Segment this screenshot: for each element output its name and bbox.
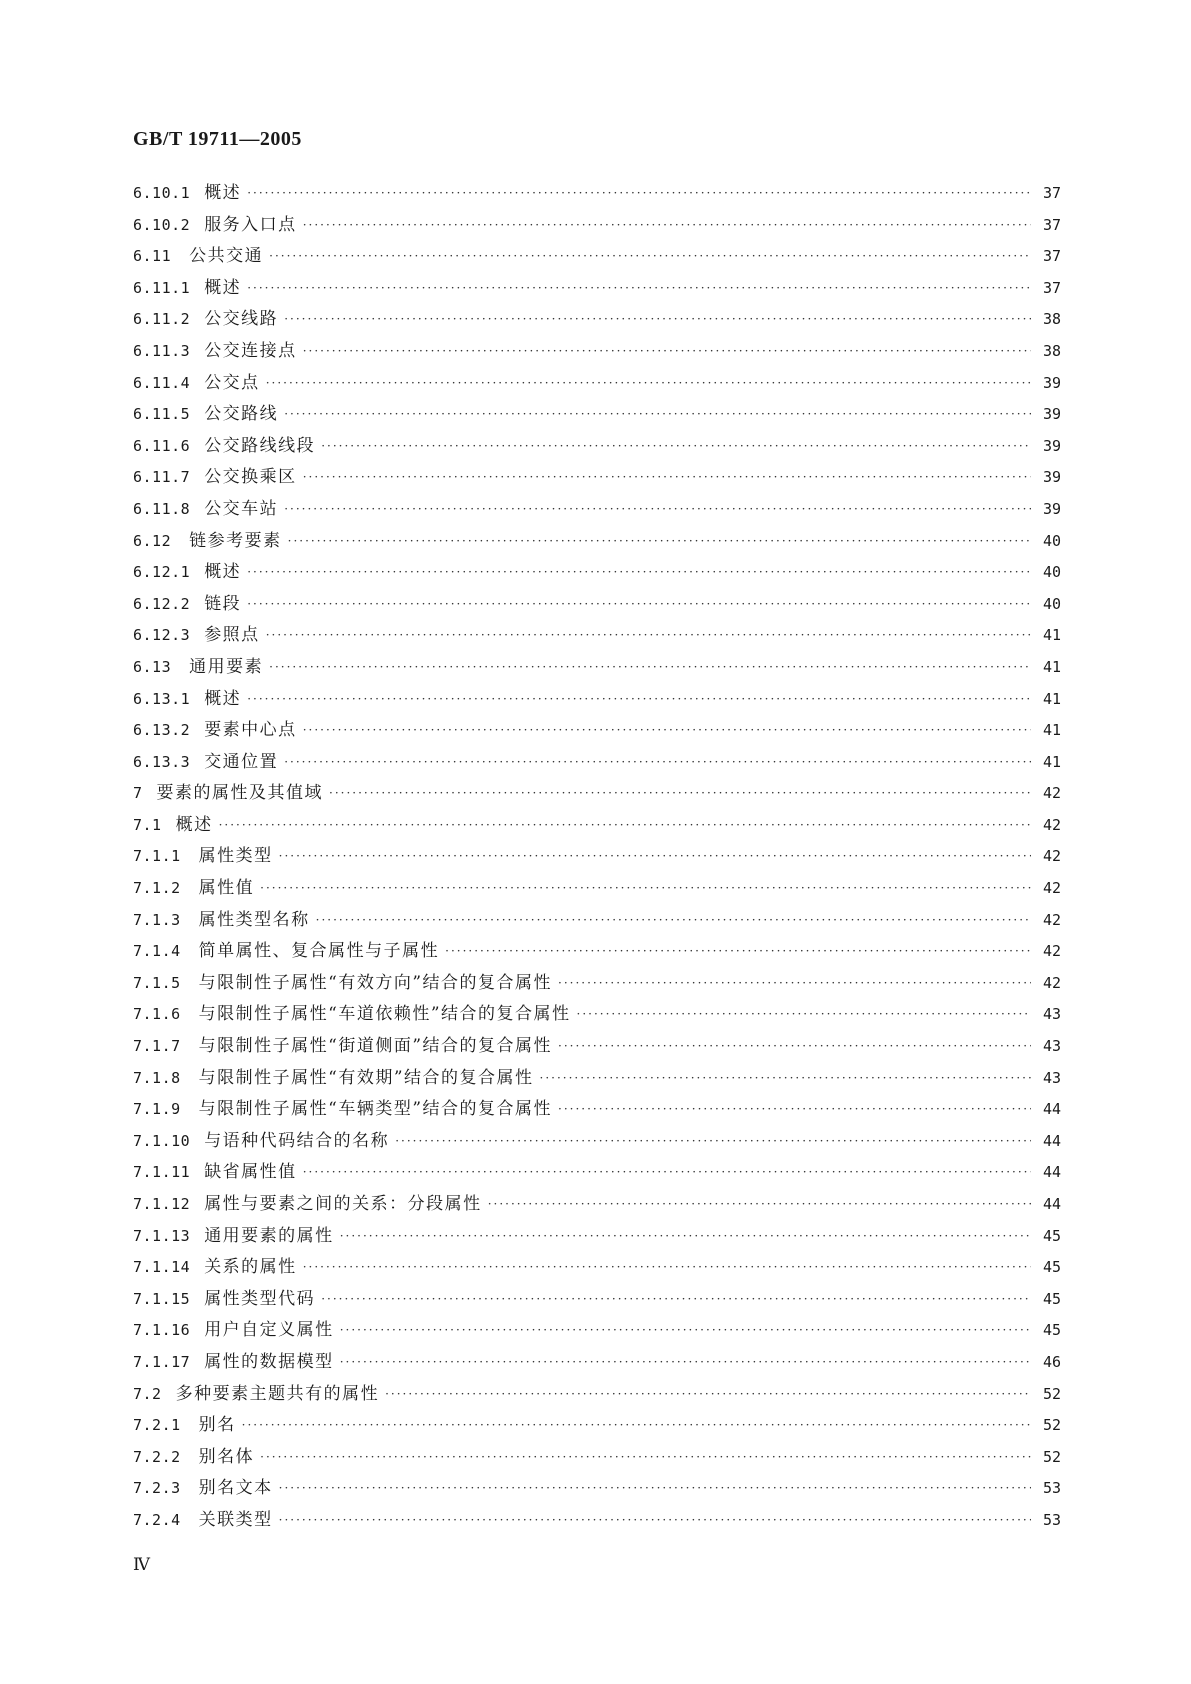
toc-entry-page: 43 [1042, 1005, 1061, 1024]
toc-entry-number: 7.1.8 [133, 1068, 181, 1087]
toc-leader-dots [316, 913, 1031, 927]
toc-entry-number: 6.12.3 [133, 626, 191, 645]
toc-entry-number: 6.13.1 [133, 689, 191, 708]
toc-entry[interactable] [133, 1252, 1061, 1284]
toc-entry-page: 44 [1042, 1100, 1061, 1119]
toc-entry-title: 与限制性子属性“有效方向”结合的复合属性 [198, 972, 553, 993]
toc-entry[interactable] [133, 936, 1061, 968]
toc-entry-title: 链段 [204, 593, 242, 614]
toc-entry-title: 与语种代码结合的名称 [204, 1130, 390, 1151]
toc-entry-title: 公交路线线段 [204, 435, 316, 456]
toc-leader-dots [321, 1292, 1031, 1306]
toc-entry[interactable] [133, 1284, 1061, 1316]
toc-entry[interactable] [133, 526, 1061, 558]
toc-entry-page: 39 [1042, 436, 1061, 455]
toc-entry-title: 公交连接点 [204, 340, 297, 361]
toc-leader-dots [329, 786, 1031, 800]
toc-entry[interactable] [133, 778, 1061, 810]
toc-leader-dots [558, 1102, 1031, 1116]
toc-entry[interactable] [133, 241, 1061, 273]
toc-entry[interactable] [133, 1157, 1061, 1189]
toc-leader-dots [321, 439, 1031, 453]
toc-entry-page: 38 [1042, 310, 1061, 329]
toc-entry-title: 与限制性子属性“车辆类型”结合的复合属性 [198, 1099, 553, 1120]
toc-entry-title: 公交车站 [204, 498, 279, 519]
toc-entry-title: 概述 [175, 814, 213, 835]
toc-entry-page: 39 [1042, 468, 1061, 487]
toc-entry-number: 7.1.14 [133, 1258, 191, 1277]
toc-entry[interactable] [133, 905, 1061, 937]
toc-leader-dots [266, 376, 1031, 390]
toc-entry-title: 别名体 [198, 1446, 255, 1467]
toc-entry-page: 42 [1042, 784, 1061, 803]
toc-entry-page: 40 [1042, 563, 1061, 582]
toc-entry[interactable] [133, 589, 1061, 621]
toc-leader-dots [247, 597, 1031, 611]
toc-entry-number: 7.1.13 [133, 1226, 191, 1245]
toc-entry-title: 通用要素 [189, 656, 264, 677]
toc-entry-page: 44 [1042, 1163, 1061, 1182]
toc-entry[interactable] [133, 810, 1061, 842]
toc-entry-number: 7.2 [133, 1384, 162, 1403]
toc-entry-title: 概述 [204, 277, 242, 298]
toc-entry-number: 7.1.12 [133, 1195, 191, 1213]
page-number-footer: Ⅳ [133, 1555, 150, 1574]
toc-entry-title: 关联类型 [198, 1509, 273, 1530]
toc-entry-number: 6.11.4 [133, 373, 191, 392]
toc-leader-dots [269, 660, 1031, 674]
toc-leader-dots [247, 186, 1031, 200]
toc-entry-title: 要素中心点 [204, 720, 297, 741]
toc-leader-dots [247, 692, 1031, 706]
toc-entry-title: 公交路线 [204, 404, 279, 425]
toc-entry-page: 42 [1042, 847, 1061, 866]
toc-leader-dots [340, 1229, 1031, 1243]
toc-entry-page: 41 [1042, 626, 1061, 645]
toc-entry-page: 37 [1042, 215, 1061, 234]
toc-entry-title: 多种要素主题共有的属性 [175, 1383, 380, 1404]
toc-entry-number: 7.1.16 [133, 1321, 191, 1340]
toc-entry[interactable] [133, 273, 1061, 305]
toc-entry-title: 公交换乘区 [204, 467, 297, 488]
toc-leader-dots [260, 1450, 1031, 1464]
toc-entry-page: 45 [1042, 1226, 1061, 1245]
toc-leader-dots [303, 723, 1031, 737]
toc-entry-page: 42 [1042, 815, 1061, 834]
toc-entry[interactable] [133, 557, 1061, 589]
toc-entry-number: 6.13.2 [133, 721, 191, 740]
toc-entry-number: 7.1.3 [133, 910, 181, 929]
toc-leader-dots [340, 1355, 1031, 1369]
toc-entry-page: 46 [1042, 1352, 1061, 1371]
toc-entry-page: 41 [1042, 721, 1061, 740]
toc-entry[interactable] [133, 210, 1061, 242]
toc-entry-title: 别名文本 [198, 1478, 273, 1499]
toc-entry-page: 41 [1042, 657, 1061, 676]
toc-entry-page: 37 [1042, 247, 1061, 266]
toc-entry-title: 交通位置 [204, 751, 279, 772]
toc-entry-page: 44 [1042, 1195, 1061, 1213]
toc-entry[interactable] [133, 304, 1061, 336]
toc-entry[interactable] [133, 1315, 1061, 1347]
toc-entry-page: 52 [1042, 1384, 1061, 1403]
toc-leader-dots [577, 1007, 1031, 1021]
toc-entry-page: 42 [1042, 942, 1061, 961]
toc-leader-dots [303, 1165, 1031, 1179]
toc-entry-number: 7.1.5 [133, 973, 181, 992]
toc-entry-page: 39 [1042, 405, 1061, 424]
toc-leader-dots [558, 976, 1031, 990]
toc-leader-dots [247, 565, 1031, 579]
toc-entry-number: 7.2.2 [133, 1447, 181, 1466]
toc-entry[interactable] [133, 1410, 1061, 1442]
toc-entry-number: 6.11.5 [133, 405, 191, 424]
toc-entry-title: 通用要素的属性 [204, 1225, 334, 1246]
toc-entry-number: 7.1.17 [133, 1352, 191, 1371]
toc-entry-number: 6.11.6 [133, 436, 191, 455]
toc-entry-number: 7.1.10 [133, 1131, 191, 1150]
toc-entry-page: 42 [1042, 910, 1061, 929]
toc-leader-dots [269, 249, 1031, 263]
toc-entry[interactable] [133, 841, 1061, 873]
toc-entry-number: 6.10.1 [133, 184, 191, 202]
toc-entry[interactable] [133, 1189, 1061, 1221]
toc-entry-title: 公交线路 [204, 309, 279, 330]
toc-entry-title: 属性与要素之间的关系：分段属性 [204, 1194, 482, 1214]
toc-entry[interactable] [133, 999, 1061, 1031]
toc-entry-page: 39 [1042, 499, 1061, 518]
toc-entry-title: 参照点 [204, 625, 260, 646]
toc-entry-page: 40 [1042, 594, 1061, 613]
toc-entry-number: 6.12 [133, 531, 172, 550]
toc-entry-title: 属性类型 [198, 846, 273, 867]
toc-entry-page: 52 [1042, 1416, 1061, 1435]
toc-entry-number: 7 [133, 784, 143, 803]
toc-entry-page: 45 [1042, 1258, 1061, 1277]
toc-entry[interactable] [133, 652, 1061, 684]
toc-entry-number: 6.10.2 [133, 215, 191, 234]
toc-entry[interactable] [133, 620, 1061, 652]
toc-entry[interactable] [133, 1221, 1061, 1253]
toc-entry[interactable] [133, 684, 1061, 716]
toc-entry-title: 与限制性子属性“街道侧面”结合的复合属性 [198, 1036, 553, 1057]
toc-leader-dots [303, 470, 1031, 484]
toc-entry-number: 7.2.4 [133, 1510, 181, 1529]
toc-entry-page: 52 [1042, 1447, 1061, 1466]
toc-entry-page: 42 [1042, 973, 1061, 992]
toc-entry[interactable] [133, 747, 1061, 779]
toc-entry-number: 6.11.3 [133, 341, 191, 360]
toc-entry[interactable] [133, 715, 1061, 747]
toc-leader-dots [279, 849, 1031, 863]
toc-entry-number: 6.13 [133, 657, 172, 676]
toc-entry-title: 概述 [204, 183, 242, 203]
toc-entry-title: 概述 [204, 562, 242, 583]
toc-leader-dots [303, 218, 1031, 232]
toc-leader-dots [303, 344, 1031, 358]
document-id-header: GB/T 19711—2005 [133, 128, 302, 150]
toc-entry-page: 42 [1042, 879, 1061, 898]
toc-entry[interactable] [133, 399, 1061, 431]
toc-entry-number: 7.1.9 [133, 1100, 181, 1119]
toc-entry-title: 要素的属性及其值域 [156, 783, 324, 804]
toc-entry-title: 属性类型名称 [198, 909, 310, 930]
toc-leader-dots [284, 407, 1031, 421]
table-of-contents [133, 178, 1061, 1537]
toc-entry[interactable] [133, 1379, 1061, 1411]
toc-entry-number: 7.1.11 [133, 1163, 191, 1182]
toc-entry-number: 6.11.1 [133, 278, 191, 297]
toc-entry[interactable] [133, 431, 1061, 463]
toc-entry-number: 6.12.2 [133, 594, 191, 613]
toc-entry-title: 缺省属性值 [204, 1162, 297, 1183]
toc-entry-page: 44 [1042, 1131, 1061, 1150]
toc-entry-number: 7.1.6 [133, 1005, 181, 1024]
toc-leader-dots [242, 1418, 1031, 1432]
toc-leader-dots [260, 881, 1031, 895]
toc-entry[interactable] [133, 1031, 1061, 1063]
toc-entry-title: 公共交通 [189, 246, 264, 267]
toc-entry-page: 38 [1042, 341, 1061, 360]
toc-leader-dots [395, 1134, 1031, 1148]
toc-entry[interactable] [133, 1126, 1061, 1158]
toc-entry-page: 45 [1042, 1289, 1061, 1308]
toc-entry-title: 用户自定义属性 [204, 1320, 334, 1341]
toc-entry[interactable] [133, 1442, 1061, 1474]
toc-leader-dots [279, 1481, 1031, 1495]
toc-entry-title: 与限制性子属性“有效期”结合的复合属性 [198, 1067, 534, 1088]
toc-entry-page: 41 [1042, 689, 1061, 708]
toc-entry-title: 公交点 [204, 372, 260, 393]
toc-leader-dots [266, 628, 1031, 642]
toc-leader-dots [284, 502, 1031, 516]
toc-leader-dots [445, 944, 1031, 958]
toc-leader-dots [303, 1260, 1031, 1274]
toc-leader-dots [340, 1323, 1031, 1337]
toc-entry[interactable] [133, 462, 1061, 494]
toc-entry-title: 概述 [204, 688, 242, 709]
toc-leader-dots [284, 312, 1031, 326]
toc-entry-title: 关系的属性 [204, 1257, 297, 1278]
toc-entry[interactable] [133, 178, 1061, 210]
toc-entry-title: 别名 [198, 1415, 236, 1436]
toc-entry[interactable] [133, 368, 1061, 400]
toc-entry-number: 7.1.2 [133, 879, 181, 898]
toc-entry[interactable] [133, 873, 1061, 905]
toc-entry-title: 与限制性子属性“车道依赖性”结合的复合属性 [198, 1004, 571, 1025]
toc-entry[interactable] [133, 1473, 1061, 1505]
toc-entry-number: 7.2.1 [133, 1416, 181, 1435]
toc-leader-dots [284, 755, 1031, 769]
toc-entry-number: 7.1.1 [133, 847, 181, 866]
toc-entry-number: 7.1.15 [133, 1289, 191, 1308]
toc-entry-number: 6.11 [133, 247, 172, 266]
toc-entry-page: 40 [1042, 531, 1061, 550]
toc-entry[interactable] [133, 968, 1061, 1000]
toc-leader-dots [288, 534, 1031, 548]
toc-entry[interactable] [133, 1063, 1061, 1095]
toc-entry-page: 41 [1042, 752, 1061, 771]
toc-leader-dots [279, 1513, 1031, 1527]
toc-leader-dots [488, 1197, 1031, 1211]
toc-leader-dots [219, 818, 1031, 832]
toc-entry[interactable] [133, 1505, 1061, 1537]
toc-entry-page: 43 [1042, 1037, 1061, 1056]
toc-entry-title: 服务入口点 [204, 214, 297, 235]
toc-entry-title: 链参考要素 [189, 530, 282, 551]
toc-entry-number: 6.11.7 [133, 468, 191, 487]
toc-entry-page: 39 [1042, 373, 1061, 392]
toc-entry[interactable] [133, 1347, 1061, 1379]
toc-entry-number: 7.1.4 [133, 942, 181, 961]
toc-entry-title: 简单属性、复合属性与子属性 [198, 941, 440, 962]
toc-leader-dots [247, 281, 1031, 295]
toc-entry[interactable] [133, 336, 1061, 368]
toc-entry-number: 6.13.3 [133, 752, 191, 771]
toc-entry-title: 属性类型代码 [204, 1288, 316, 1309]
toc-entry-title: 属性值 [198, 878, 255, 899]
toc-leader-dots [540, 1071, 1031, 1085]
toc-entry[interactable] [133, 494, 1061, 526]
toc-entry-number: 6.11.8 [133, 499, 191, 518]
toc-entry-number: 7.2.3 [133, 1479, 181, 1498]
toc-entry-number: 7.1 [133, 815, 162, 834]
toc-entry-page: 53 [1042, 1510, 1061, 1529]
toc-leader-dots [558, 1039, 1031, 1053]
toc-entry-page: 53 [1042, 1479, 1061, 1498]
toc-entry-title: 属性的数据模型 [204, 1351, 334, 1372]
toc-entry-page: 37 [1042, 184, 1061, 202]
toc-entry-number: 6.11.2 [133, 310, 191, 329]
toc-leader-dots [385, 1387, 1031, 1401]
toc-entry-page: 45 [1042, 1321, 1061, 1340]
toc-entry-number: 6.12.1 [133, 563, 191, 582]
toc-entry-page: 37 [1042, 278, 1061, 297]
toc-entry-number: 7.1.7 [133, 1037, 181, 1056]
toc-entry[interactable] [133, 1094, 1061, 1126]
toc-entry-page: 43 [1042, 1068, 1061, 1087]
